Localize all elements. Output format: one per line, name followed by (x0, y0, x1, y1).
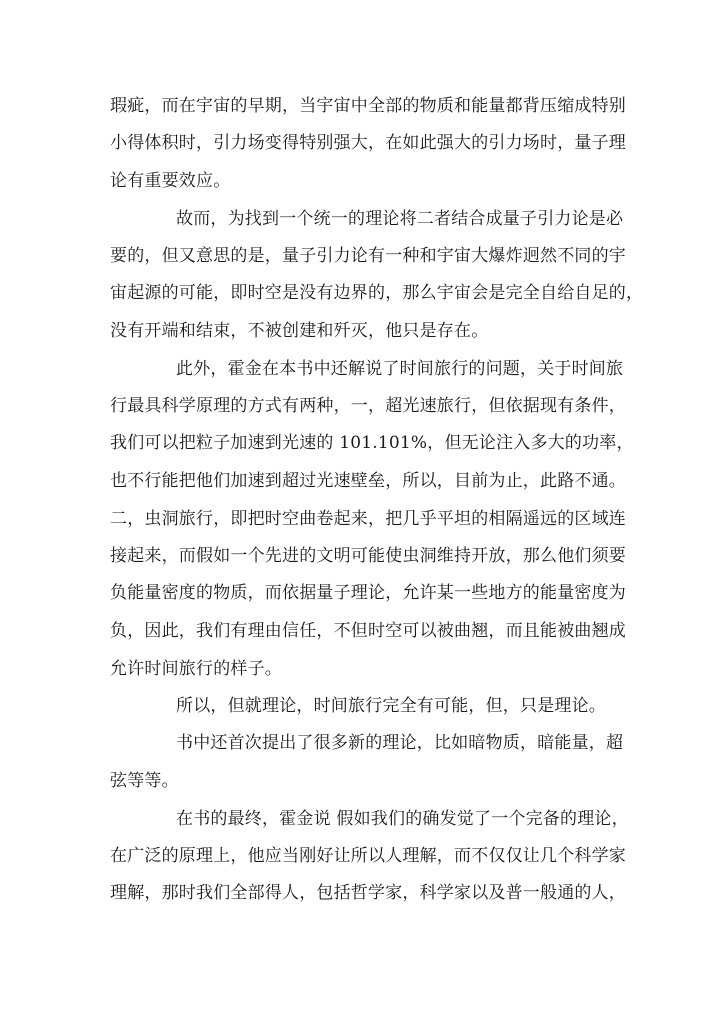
text-line: 没有开端和结束，不被创建和歼灭，他只是存在。 (110, 321, 489, 341)
text-line: 我们可以把粒子加速到光速的 101.101%，但无论注入多大的功率， (110, 433, 634, 453)
text-line: 所以，但就理论，时间旅行完全有可能，但，只是理论。 (176, 696, 606, 716)
text-line: 宙起源的可能，即时空是没有边界的，那么宇宙会是完全自给自足的， (110, 283, 644, 303)
text-line: 二，虫洞旅行，即把时空曲卷起来，把几乎平坦的相隔遥远的区域连 (110, 509, 626, 529)
text-line: 瑕疵，而在宇宙的早期，当宇宙中全部的物质和能量都背压缩成特别 (110, 96, 626, 116)
text-line: 负，因此，我们有理由信任，不但时空可以被曲翘，而且能被曲翘成 (110, 621, 626, 641)
text-line: 论有重要效应。 (110, 171, 231, 191)
text-line: 书中还首次提出了很多新的理论，比如暗物质，暗能量，超 (176, 733, 624, 753)
text-line: 小得体积时，引力场变得特别强大，在如此强大的引力场时，量子理 (110, 133, 626, 153)
text-line: 故而，为找到一个统一的理论将二者结合成量子引力论是必 (176, 209, 624, 229)
text-line: 理解，那时我们全部得人，包括哲学家，科学家以及普一般通的人， (110, 883, 626, 903)
text-line: 在书的最终，霍金说 假如我们的确发觉了一个完备的理论， (176, 809, 629, 829)
text-line: 弦等等。 (110, 771, 179, 791)
text-line: 此外，霍金在本书中还解说了时间旅行的问题，关于时间旅 (176, 359, 624, 379)
text-line: 要的，但又意思的是，量子引力论有一种和宇宙大爆炸迥然不同的宇 (110, 246, 626, 266)
text-line: 行最具科学原理的方式有两种，一，超光速旅行，但依据现有条件， (110, 396, 626, 416)
text-line: 在广泛的原理上，他应当刚好让所以人理解，而不仅仅让几个科学家 (110, 846, 626, 866)
text-line: 也不行能把他们加速到超过光速壁垒，所以，目前为止，此路不通。 (110, 471, 626, 491)
text-line: 接起来，而假如一个先进的文明可能使虫洞维持开放，那么他们须要 (110, 546, 626, 566)
text-line: 允许时间旅行的样子。 (110, 659, 282, 679)
text-line: 负能量密度的物质，而依据量子理论，允许某一些地方的能量密度为 (110, 583, 626, 603)
